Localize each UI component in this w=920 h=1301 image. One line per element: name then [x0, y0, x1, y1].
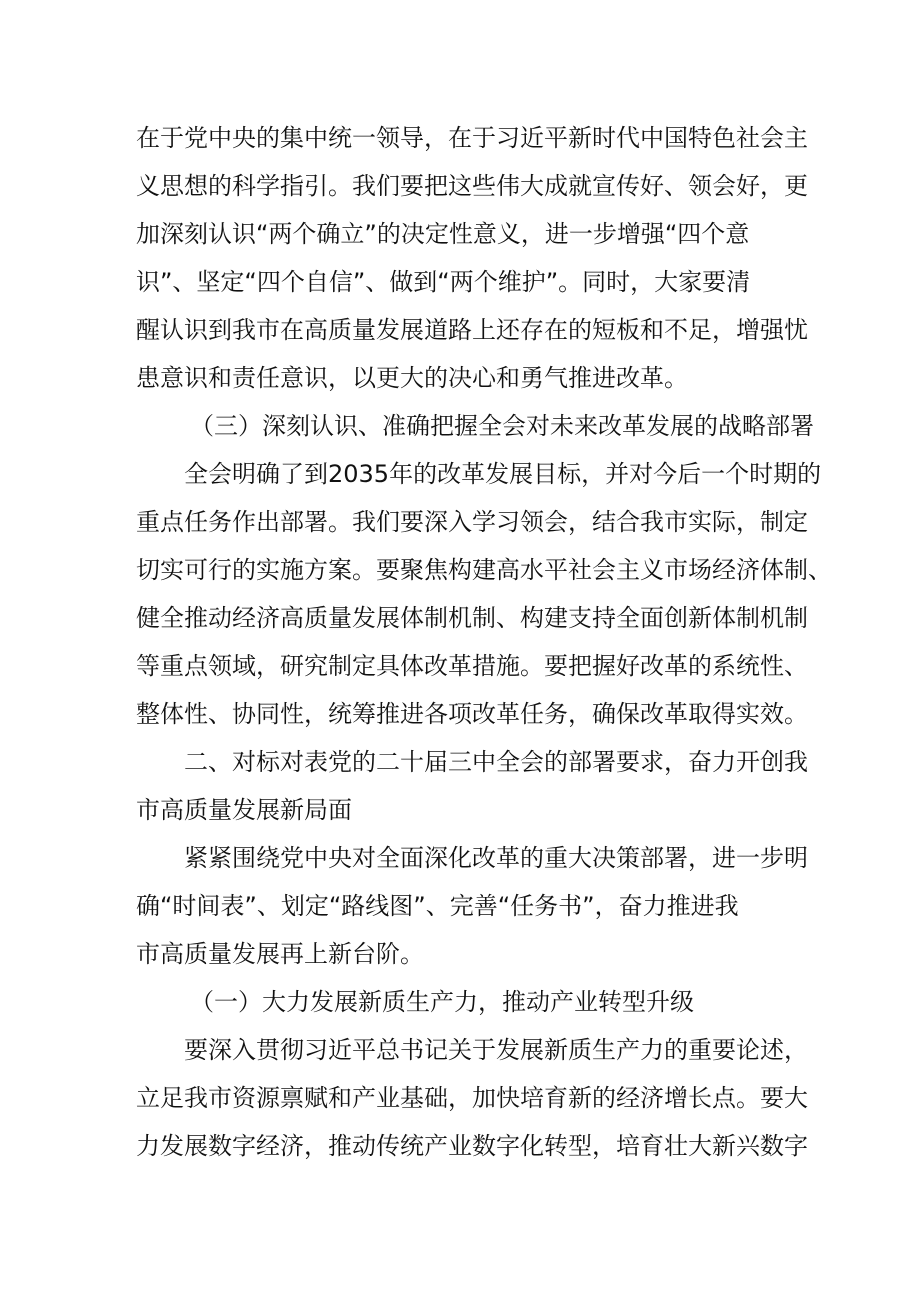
paragraph-start: 紧紧围绕党中央对全面深化改革的重大决策部署，进一步明: [184, 844, 808, 872]
text-line: 义思想的科学指引。我们要把这些伟大成就宣传好、领会好，更: [136, 172, 808, 200]
paragraph-start: 要深入贯彻习近平总书记关于发展新质生产力的重要论述，: [184, 1036, 808, 1064]
paragraph-start: 全会明确了到2035年的改革发展目标，并对今后一个时期的: [184, 460, 822, 488]
text-line: 健全推动经济高质量发展体制机制、构建支持全面创新体制机制: [136, 604, 808, 632]
section-heading: （三）深刻认识、准确把握全会对未来改革发展的战略部署: [190, 412, 814, 440]
text-line: 切实可行的实施方案。要聚焦构建高水平社会主义市场经济体制、: [136, 556, 832, 584]
chapter-heading: 二、对标对表党的二十届三中全会的部署要求，奋力开创我: [184, 748, 808, 776]
text-line: 加深刻认识“两个确立”的决定性意义，进一步增强“四个意: [136, 220, 750, 248]
text-line: 识”、坚定“四个自信”、做到“两个维护”。同时，大家要清: [136, 268, 751, 296]
text-line: 在于党中央的集中统一领导，在于习近平新时代中国特色社会主: [136, 124, 808, 152]
text-line: 患意识和责任意识，以更大的决心和勇气推进改革。: [136, 364, 688, 392]
chapter-heading-cont: 市高质量发展新局面: [136, 796, 352, 824]
text-line: 重点任务作出部署。我们要深入学习领会，结合我市实际，制定: [136, 508, 808, 536]
text-line: 整体性、协同性，统筹推进各项改革任务，确保改革取得实效。: [136, 700, 808, 728]
text-line: 市高质量发展再上新台阶。: [136, 940, 424, 968]
text-line: 立足我市资源禀赋和产业基础，加快培育新的经济增长点。要大: [136, 1084, 808, 1112]
text-line: 醒认识到我市在高质量发展道路上还存在的短板和不足，增强忧: [136, 316, 808, 344]
section-heading: （一）大力发展新质生产力，推动产业转型升级: [190, 988, 694, 1016]
text-line: 力发展数字经济，推动传统产业数字化转型，培育壮大新兴数字: [136, 1132, 808, 1160]
text-line: 等重点领域，研究制定具体改革措施。要把握好改革的系统性、: [136, 652, 808, 680]
text-line: 确“时间表”、划定“路线图”、完善“任务书”，奋力推进我: [136, 892, 739, 920]
